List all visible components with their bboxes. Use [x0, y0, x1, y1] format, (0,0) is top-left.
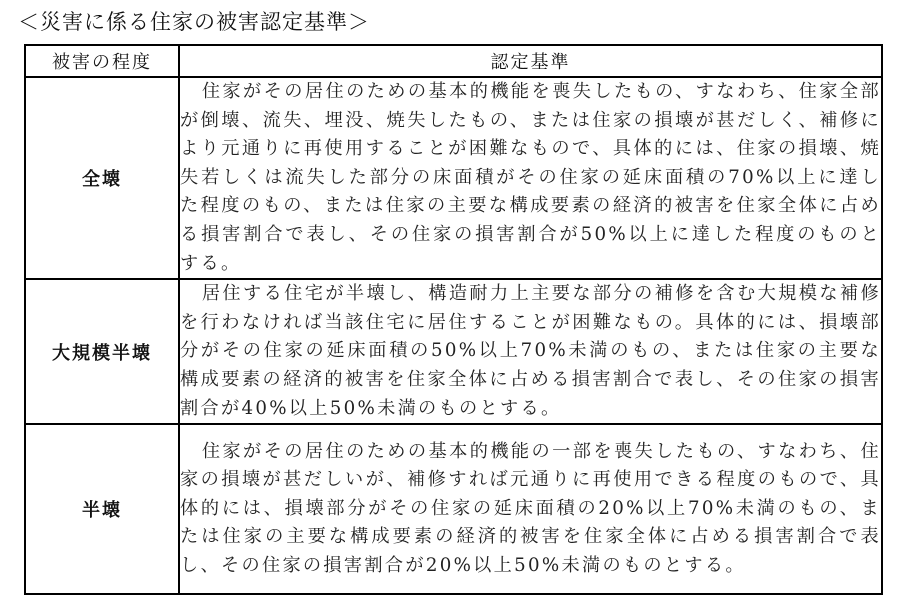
damage-level-cell: 全壊: [25, 77, 179, 279]
criteria-cell: [179, 424, 882, 594]
header-criteria: 認定基準: [179, 45, 882, 77]
header-damage-level: 被害の程度: [25, 45, 179, 77]
document-title: ＜災害に係る住家の被害認定基準＞: [18, 10, 370, 34]
table-row: [25, 424, 882, 594]
damage-criteria-table: [24, 44, 883, 595]
criteria-text: 住家がその居住のための基本的機能の一部を喪失したもの、すなわち、住家の損壊が甚だしいが、補修すれば元通りに再使用できる程度のもので、具体的には、損壊部分がその住家の延床面積の20%以上70%未満のもの、または住家の主要な構成要素の経済的被害を住家全体に占める損害割合で表し、その住家の損害割合が20%以上50%未満のものとする。: [180, 440, 881, 577]
criteria-text: 住家がその居住のための基本的機能を喪失したもの、すなわち、住家全部が倒壊、流失、埋没、焼失したもの、または住家の損壊が甚だしく、補修により元通りに再使用することが困難なもので、具体的には、住家の損壊、焼失若しくは流失した部分の床面積がその住家の延床面積の70%以上に達した程度のもの、または住家の主要な構成要素の経済的被害を住家全体に占める損害割合で表し、その住家の損害割合が50%以上に達した程度のものとする。: [180, 81, 881, 274]
criteria-cell: [179, 77, 882, 279]
criteria-text: 居住する住宅が半壊し、構造耐力上主要な部分の補修を含む大規模な補修を行わなければ当該住宅に居住することが困難なもの。具体的には、損壊部分がその住家の延床面積の50%以上70%未満のもの、または住家の主要な構成要素の経済的被害を住家全体に占める損害割合で表し、その住家の損害割合が40%以上50%未満のものとする。: [180, 283, 881, 419]
criteria-cell: [179, 279, 882, 424]
table-row: [25, 77, 882, 279]
table-header-row: [25, 45, 882, 77]
damage-level-cell: 大規模半壊: [25, 279, 179, 424]
table-row: [25, 279, 882, 424]
damage-level-cell: 半壊: [25, 424, 179, 594]
